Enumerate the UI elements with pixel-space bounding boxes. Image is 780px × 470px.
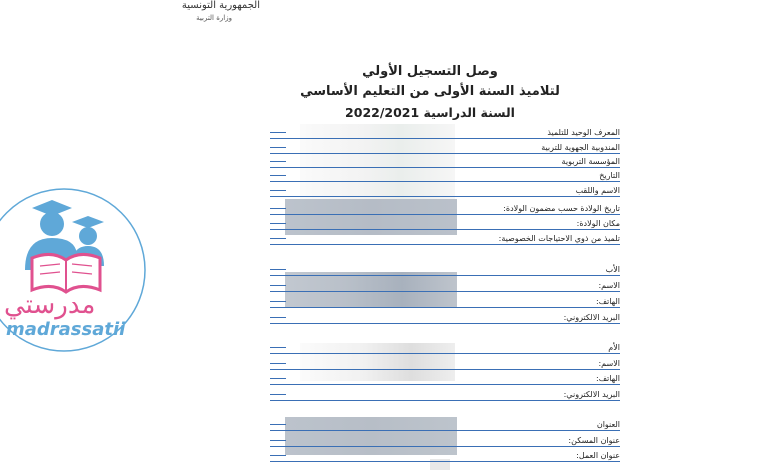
header-country: الجمهورية التونسية bbox=[181, 0, 260, 11]
form-field-label: الاسم واللقب bbox=[575, 186, 620, 195]
form-field-label: المؤسسة التربوية bbox=[561, 157, 620, 166]
header-ministry: وزارة التربية bbox=[196, 14, 232, 22]
form-row-line bbox=[270, 353, 620, 354]
form-field-label: التاريخ bbox=[599, 171, 620, 180]
form-row-tick bbox=[270, 208, 286, 209]
form-row-line bbox=[270, 138, 620, 139]
form-field-label: تلميذ من ذوي الاحتياجات الخصوصية: bbox=[498, 234, 620, 243]
form-row-tick bbox=[270, 301, 286, 302]
form-row-tick bbox=[270, 147, 286, 148]
form-row-line bbox=[270, 275, 620, 276]
form-field-label: العنوان bbox=[596, 420, 620, 429]
form-field-label: تاريخ الولادة حسب مضمون الولادة: bbox=[503, 204, 620, 213]
form-row-line bbox=[270, 291, 620, 292]
form-row-tick bbox=[270, 285, 286, 286]
form-row-tick bbox=[270, 223, 286, 224]
form-row-line bbox=[270, 214, 620, 215]
form-row-line bbox=[270, 461, 620, 462]
form-row-line bbox=[270, 167, 620, 168]
school-year: السنة الدراسية 2022/2021 bbox=[345, 105, 515, 120]
form-row-tick bbox=[270, 363, 286, 364]
form-row-tick bbox=[270, 455, 286, 456]
form-row-line bbox=[270, 384, 620, 385]
form-field-label: الهاتف: bbox=[596, 297, 620, 306]
logo-arabic-text: مدرستي bbox=[4, 290, 96, 320]
form-field-label: الأب bbox=[605, 265, 620, 274]
form-row-line bbox=[270, 323, 620, 324]
form-row-line bbox=[270, 446, 620, 447]
form-field-label: الاسم: bbox=[598, 359, 620, 368]
form-row-tick bbox=[270, 238, 286, 239]
form-row-line bbox=[270, 181, 620, 182]
form-row-tick bbox=[270, 440, 286, 441]
madrassatii-logo bbox=[0, 166, 148, 374]
form-row-tick bbox=[270, 269, 286, 270]
form-row-tick bbox=[270, 347, 286, 348]
logo-latin-text: madrassatii bbox=[6, 319, 126, 340]
form-row-tick bbox=[270, 190, 286, 191]
form-field-label: عنوان العمل: bbox=[576, 451, 620, 460]
form-field-label: المندوبية الجهوية للتربية bbox=[541, 143, 620, 152]
redacted-block-mother bbox=[300, 343, 455, 381]
redacted-block-top bbox=[300, 124, 455, 199]
form-row-line bbox=[270, 307, 620, 308]
form-row-line bbox=[270, 400, 620, 401]
form-row-tick bbox=[270, 424, 286, 425]
form-row-tick bbox=[270, 394, 286, 395]
form-row-tick bbox=[270, 317, 286, 318]
form-field-label: المعرف الوحيد للتلميذ bbox=[547, 128, 620, 137]
form-row-tick bbox=[270, 175, 286, 176]
redacted-block-address bbox=[285, 417, 457, 455]
form-field-label: الأم bbox=[608, 343, 620, 352]
form-row-tick bbox=[270, 161, 286, 162]
form-row-line bbox=[270, 244, 620, 245]
form-field-label: الاسم: bbox=[598, 281, 620, 290]
form-row-tick bbox=[270, 378, 286, 379]
form-row-line bbox=[270, 229, 620, 230]
form-field-label: مكان الولادة: bbox=[576, 219, 620, 228]
form-field-label: البريد الالكتروني: bbox=[563, 313, 620, 322]
redacted-block-father bbox=[285, 272, 457, 307]
document-subtitle: لتلاميذ السنة الأولى من التعليم الأساسي bbox=[300, 84, 560, 99]
form-row-line bbox=[270, 153, 620, 154]
form-field-label: عنوان المسكن: bbox=[568, 436, 620, 445]
form-row-line bbox=[270, 196, 620, 197]
form-field-label: الهاتف: bbox=[596, 374, 620, 383]
form-row-line bbox=[270, 369, 620, 370]
form-row-line bbox=[270, 430, 620, 431]
form-field-label: البريد الالكتروني: bbox=[563, 390, 620, 399]
document-title: وصل التسجيل الأولي bbox=[362, 64, 498, 79]
form-row-tick bbox=[270, 132, 286, 133]
